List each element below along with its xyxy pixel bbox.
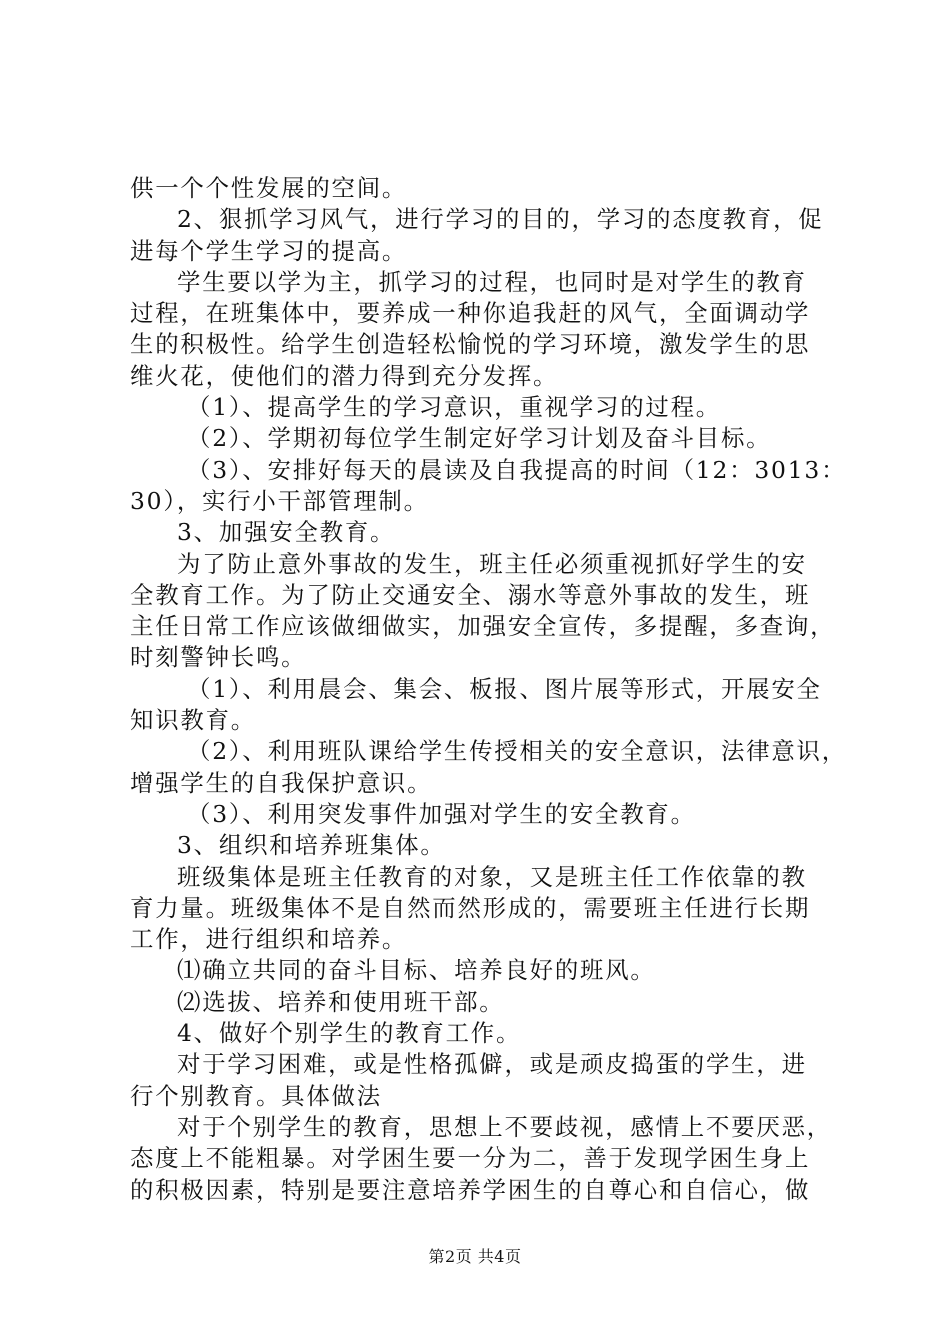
text-line: 3、加强安全教育。 (177, 518, 396, 547)
text-line: ⑴确立共同的奋斗目标、培养良好的班风。 (177, 956, 656, 985)
text-line: 全教育工作。为了防止交通安全、溺水等意外事故的发生，班 (130, 580, 811, 609)
page-number-footer: 第2页 共4页 (428, 1247, 522, 1266)
text-line: 2、狠抓学习风气，进行学习的目的，学习的态度教育，促 (177, 205, 824, 234)
text-line: 为了防止意外事故的发生，班主任必须重视抓好学生的安 (177, 549, 807, 578)
text-line: 对于个别学生的教育，思想上不要歧视，感情上不要厌恶， (177, 1112, 832, 1141)
text-line: 主任日常工作应该做细做实，加强安全宣传，多提醒，多查询， (130, 612, 836, 641)
text-line: 对于学习困难，或是性格孤僻，或是顽皮捣蛋的学生，进 (177, 1050, 807, 1079)
text-line: （2）、利用班队课给学生传授相关的安全意识，法律意识， (187, 737, 847, 766)
text-line: 学生要以学为主，抓学习的过程，也同时是对学生的教育 (177, 267, 807, 296)
text-line: 行个别教育。具体做法 (130, 1081, 382, 1110)
text-line: 过程，在班集体中，要养成一种你追我赶的风气，全面调动学 (130, 299, 811, 328)
text-line: （1）、提高学生的学习意识，重视学习的过程。 (187, 393, 721, 422)
text-line: 工作，进行组织和培养。 (130, 925, 408, 954)
text-line: 生的积极性。给学生创造轻松愉悦的学习环境，激发学生的思 (130, 330, 811, 359)
text-line: 4、做好个别学生的教育工作。 (177, 1019, 522, 1048)
text-line: 3、组织和培养班集体。 (177, 831, 446, 860)
text-line: 态度上不能粗暴。对学困生要一分为二，善于发现学困生身上 (130, 1144, 811, 1173)
text-line: 班级集体是班主任教育的对象，又是班主任工作依靠的教 (177, 862, 807, 891)
text-line: ⑵选拔、培养和使用班干部。 (177, 987, 505, 1016)
text-line: （1）、利用晨会、集会、板报、图片展等形式，开展安全 (187, 674, 822, 703)
text-line: （3）、安排好每天的晨读及自我提高的时间（12：3013： (187, 455, 847, 484)
document-body (130, 173, 847, 1206)
text-line: 维火花，使他们的潜力得到充分发挥。 (130, 361, 559, 390)
text-line: （3）、利用突发事件加强对学生的安全教育。 (187, 799, 696, 828)
text-line: （2）、学期初每位学生制定好学习计划及奋斗目标。 (187, 424, 772, 453)
text-line: 30），实行小干部管理制。 (130, 486, 429, 515)
text-line: 供一个个性发展的空间。 (130, 174, 408, 202)
text-line: 时刻警钟长鸣。 (130, 643, 307, 672)
text-line: 进每个学生学习的提高。 (130, 236, 408, 265)
text-line: 的积极因素，特别是要注意培养学困生的自尊心和自信心，做 (130, 1175, 811, 1204)
text-line: 知识教育。 (130, 706, 256, 735)
text-line: 增强学生的自我保护意识。 (130, 768, 433, 797)
text-line: 育力量。班级集体不是自然而然形成的，需要班主任进行长期 (130, 893, 811, 922)
